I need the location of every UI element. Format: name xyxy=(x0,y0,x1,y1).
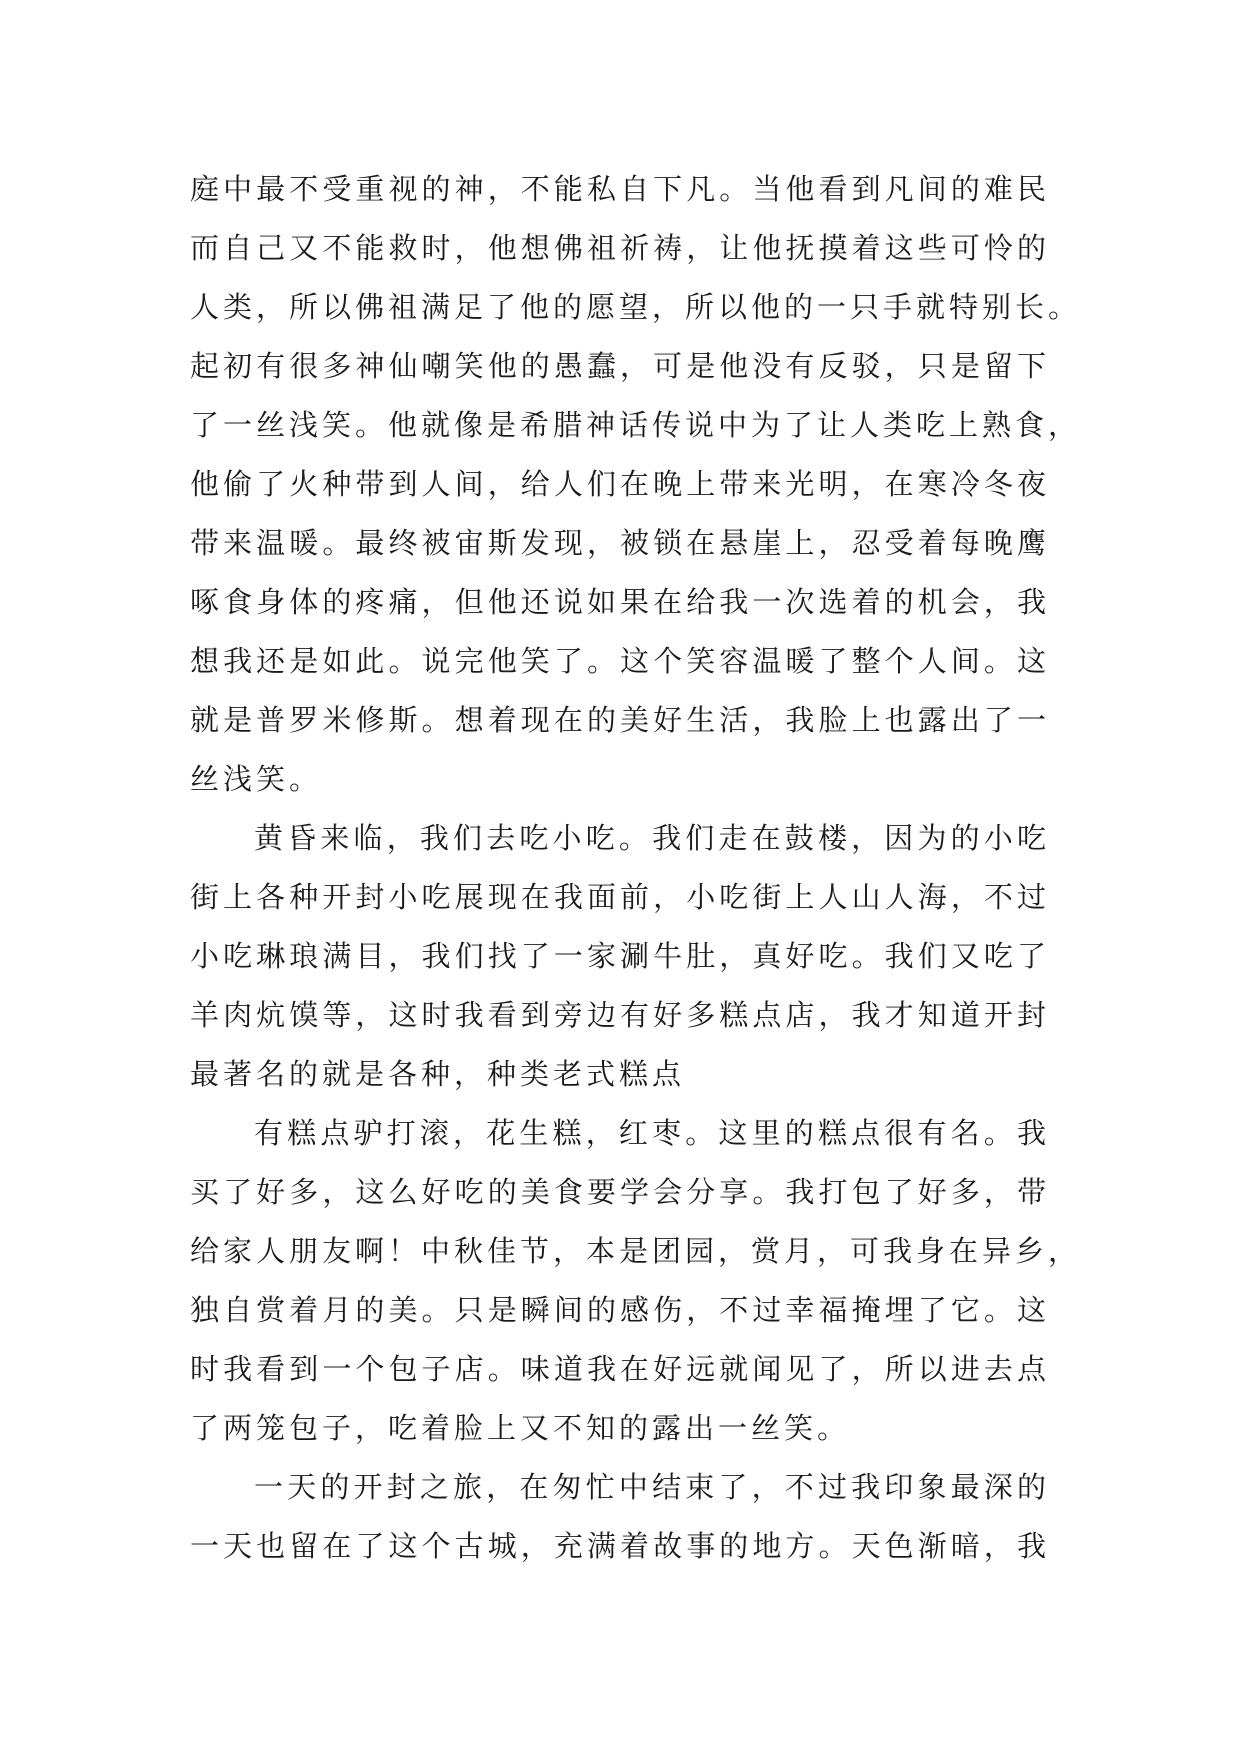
text-line: 庭中最不受重视的神，不能私自下凡。当他看到凡间的难民 xyxy=(190,172,1050,206)
text-line: 人类，所以佛祖满足了他的愿望，所以他的一只手就特别长。 xyxy=(190,290,1082,324)
text-line: 时我看到一个包子店。味道我在好远就闻见了，所以进去点 xyxy=(190,1352,1050,1386)
text-line: 羊肉炕馍等，这时我看到旁边有好多糕点店，我才知道开封 xyxy=(190,998,1050,1032)
text-line: 买了好多，这么好吃的美食要学会分享。我打包了好多，带 xyxy=(190,1175,1050,1209)
text-line: 了两笼包子，吃着脸上又不知的露出一丝笑。 xyxy=(190,1411,851,1445)
text-line: 最著名的就是各种，种类老式糕点 xyxy=(190,1057,686,1091)
document-body xyxy=(190,160,1082,1576)
text-line: 有糕点驴打滚，花生糕，红枣。这里的糕点很有名。我 xyxy=(254,1116,1050,1150)
text-line: 了一丝浅笑。他就像是希腊神话传说中为了让人类吃上熟食， xyxy=(190,408,1082,442)
text-line: 一天也留在了这个古城，充满着故事的地方。天色渐暗，我 xyxy=(190,1529,1050,1563)
text-line: 丝浅笑。 xyxy=(190,762,323,796)
text-line: 他偷了火种带到人间，给人们在晚上带来光明，在寒冷冬夜 xyxy=(190,467,1050,501)
text-line: 就是普罗米修斯。想着现在的美好生活，我脸上也露出了一 xyxy=(190,703,1050,737)
text-line: 啄食身体的疼痛，但他还说如果在给我一次选着的机会，我 xyxy=(190,585,1050,619)
text-line: 黄昏来临，我们去吃小吃。我们走在鼓楼，因为的小吃 xyxy=(254,821,1050,855)
text-line: 而自己又不能救时，他想佛祖祈祷，让他抚摸着这些可怜的 xyxy=(190,231,1050,265)
text-line: 街上各种开封小吃展现在我面前，小吃街上人山人海，不过 xyxy=(190,880,1050,914)
text-line: 一天的开封之旅，在匆忙中结束了，不过我印象最深的 xyxy=(254,1470,1050,1504)
text-line: 小吃琳琅满目，我们找了一家涮牛肚，真好吃。我们又吃了 xyxy=(190,939,1050,973)
text-line: 带来温暖。最终被宙斯发现，被锁在悬崖上，忍受着每晚鹰 xyxy=(190,526,1050,560)
text-line: 想我还是如此。说完他笑了。这个笑容温暖了整个人间。这 xyxy=(190,644,1050,678)
text-line: 起初有很多神仙嘲笑他的愚蠢，可是他没有反驳，只是留下 xyxy=(190,349,1050,383)
text-line: 给家人朋友啊！中秋佳节，本是团园，赏月，可我身在异乡， xyxy=(190,1234,1082,1268)
text-line: 独自赏着月的美。只是瞬间的感伤，不过幸福掩埋了它。这 xyxy=(190,1293,1050,1327)
